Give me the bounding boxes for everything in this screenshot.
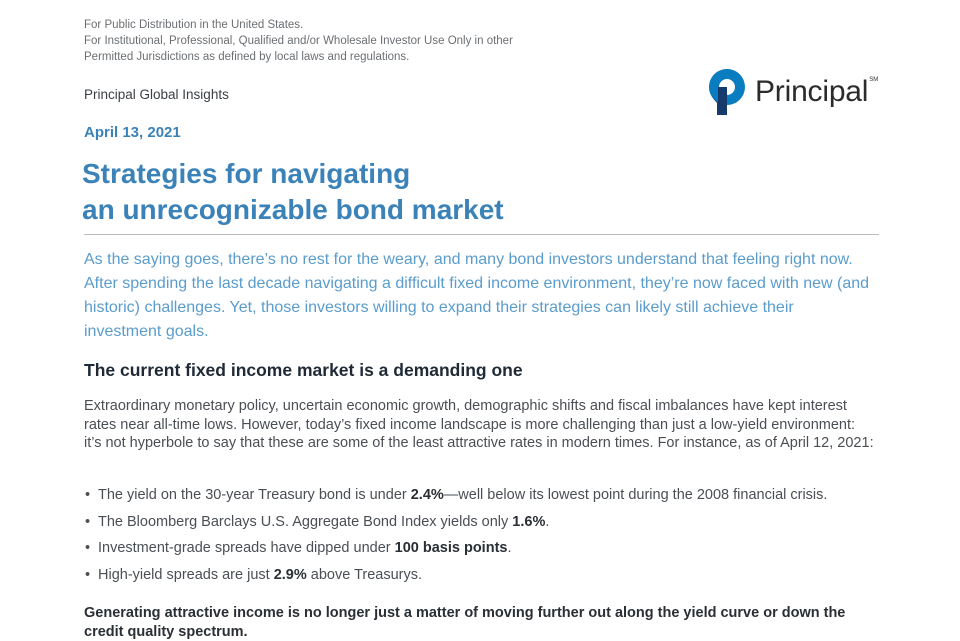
bullet-icon: • [85, 566, 91, 583]
disclaimer-line: For Institutional, Professional, Qualified and/or Wholesale Investor Use Only in other [84, 35, 513, 47]
section-heading: The current fixed income market is a demanding one [84, 360, 523, 380]
closing-statement: Generating attractive income is no longer just a matter of moving further out along the yield curve or down the credit quality spectrum. [84, 605, 846, 640]
principal-logo [707, 67, 887, 117]
rates-bullet-list [84, 486, 827, 592]
principal-p-logo-icon [707, 67, 747, 117]
list-item: • Investment-grade spreads have dipped under 100 basis points. [85, 540, 512, 556]
page-title [82, 156, 504, 228]
disclaimer-line: Permitted Jurisdictions as defined by local laws and regulations. [84, 51, 410, 63]
title-line: Strategies for navigating [82, 158, 411, 189]
distribution-disclaimer [84, 17, 513, 65]
logo-service-mark: SM [869, 77, 879, 83]
body-paragraph: Extraordinary monetary policy, uncertain economic growth, demographic shifts and fiscal imbalances have kept interest rates near all-time lows. However, today’s fixed income landscape is more challenging than just a low-yield environment: it’s not hyperbole to say that these are some of the least attractive rates in modern times. For instance, as of April 12, 2021: [84, 398, 874, 451]
title-divider [84, 234, 879, 235]
disclaimer-line: For Public Distribution in the United States. [84, 19, 304, 31]
list-item: • The Bloomberg Barclays U.S. Aggregate Bond Index yields only 1.6%. [85, 513, 550, 530]
list-item: • The yield on the 30-year Treasury bond is under 2.4%—well below its lowest point during the 2008 financial crisis. [85, 487, 828, 503]
title-line: an unrecognizable bond market [82, 194, 504, 225]
list-item: • High-yield spreads are just 2.9% above Treasurys. [85, 566, 423, 583]
bullet-icon: • [85, 540, 91, 556]
bullet-icon: • [85, 487, 91, 503]
publication-date: April 13, 2021 [84, 124, 181, 141]
bullet-icon: • [85, 513, 91, 530]
intro-paragraph: As the saying goes, there’s no rest for the weary, and many bond investors understand that feeling right now. After spending the last decade navigating a difficult fixed income environment, they’re now faced with new (and historic) challenges. Yet, those investors willing to expand their strategies can likely still achieve their investment goals. [84, 251, 870, 340]
logo-wordmark: Principal [755, 75, 869, 108]
series-label: Principal Global Insights [84, 87, 229, 102]
